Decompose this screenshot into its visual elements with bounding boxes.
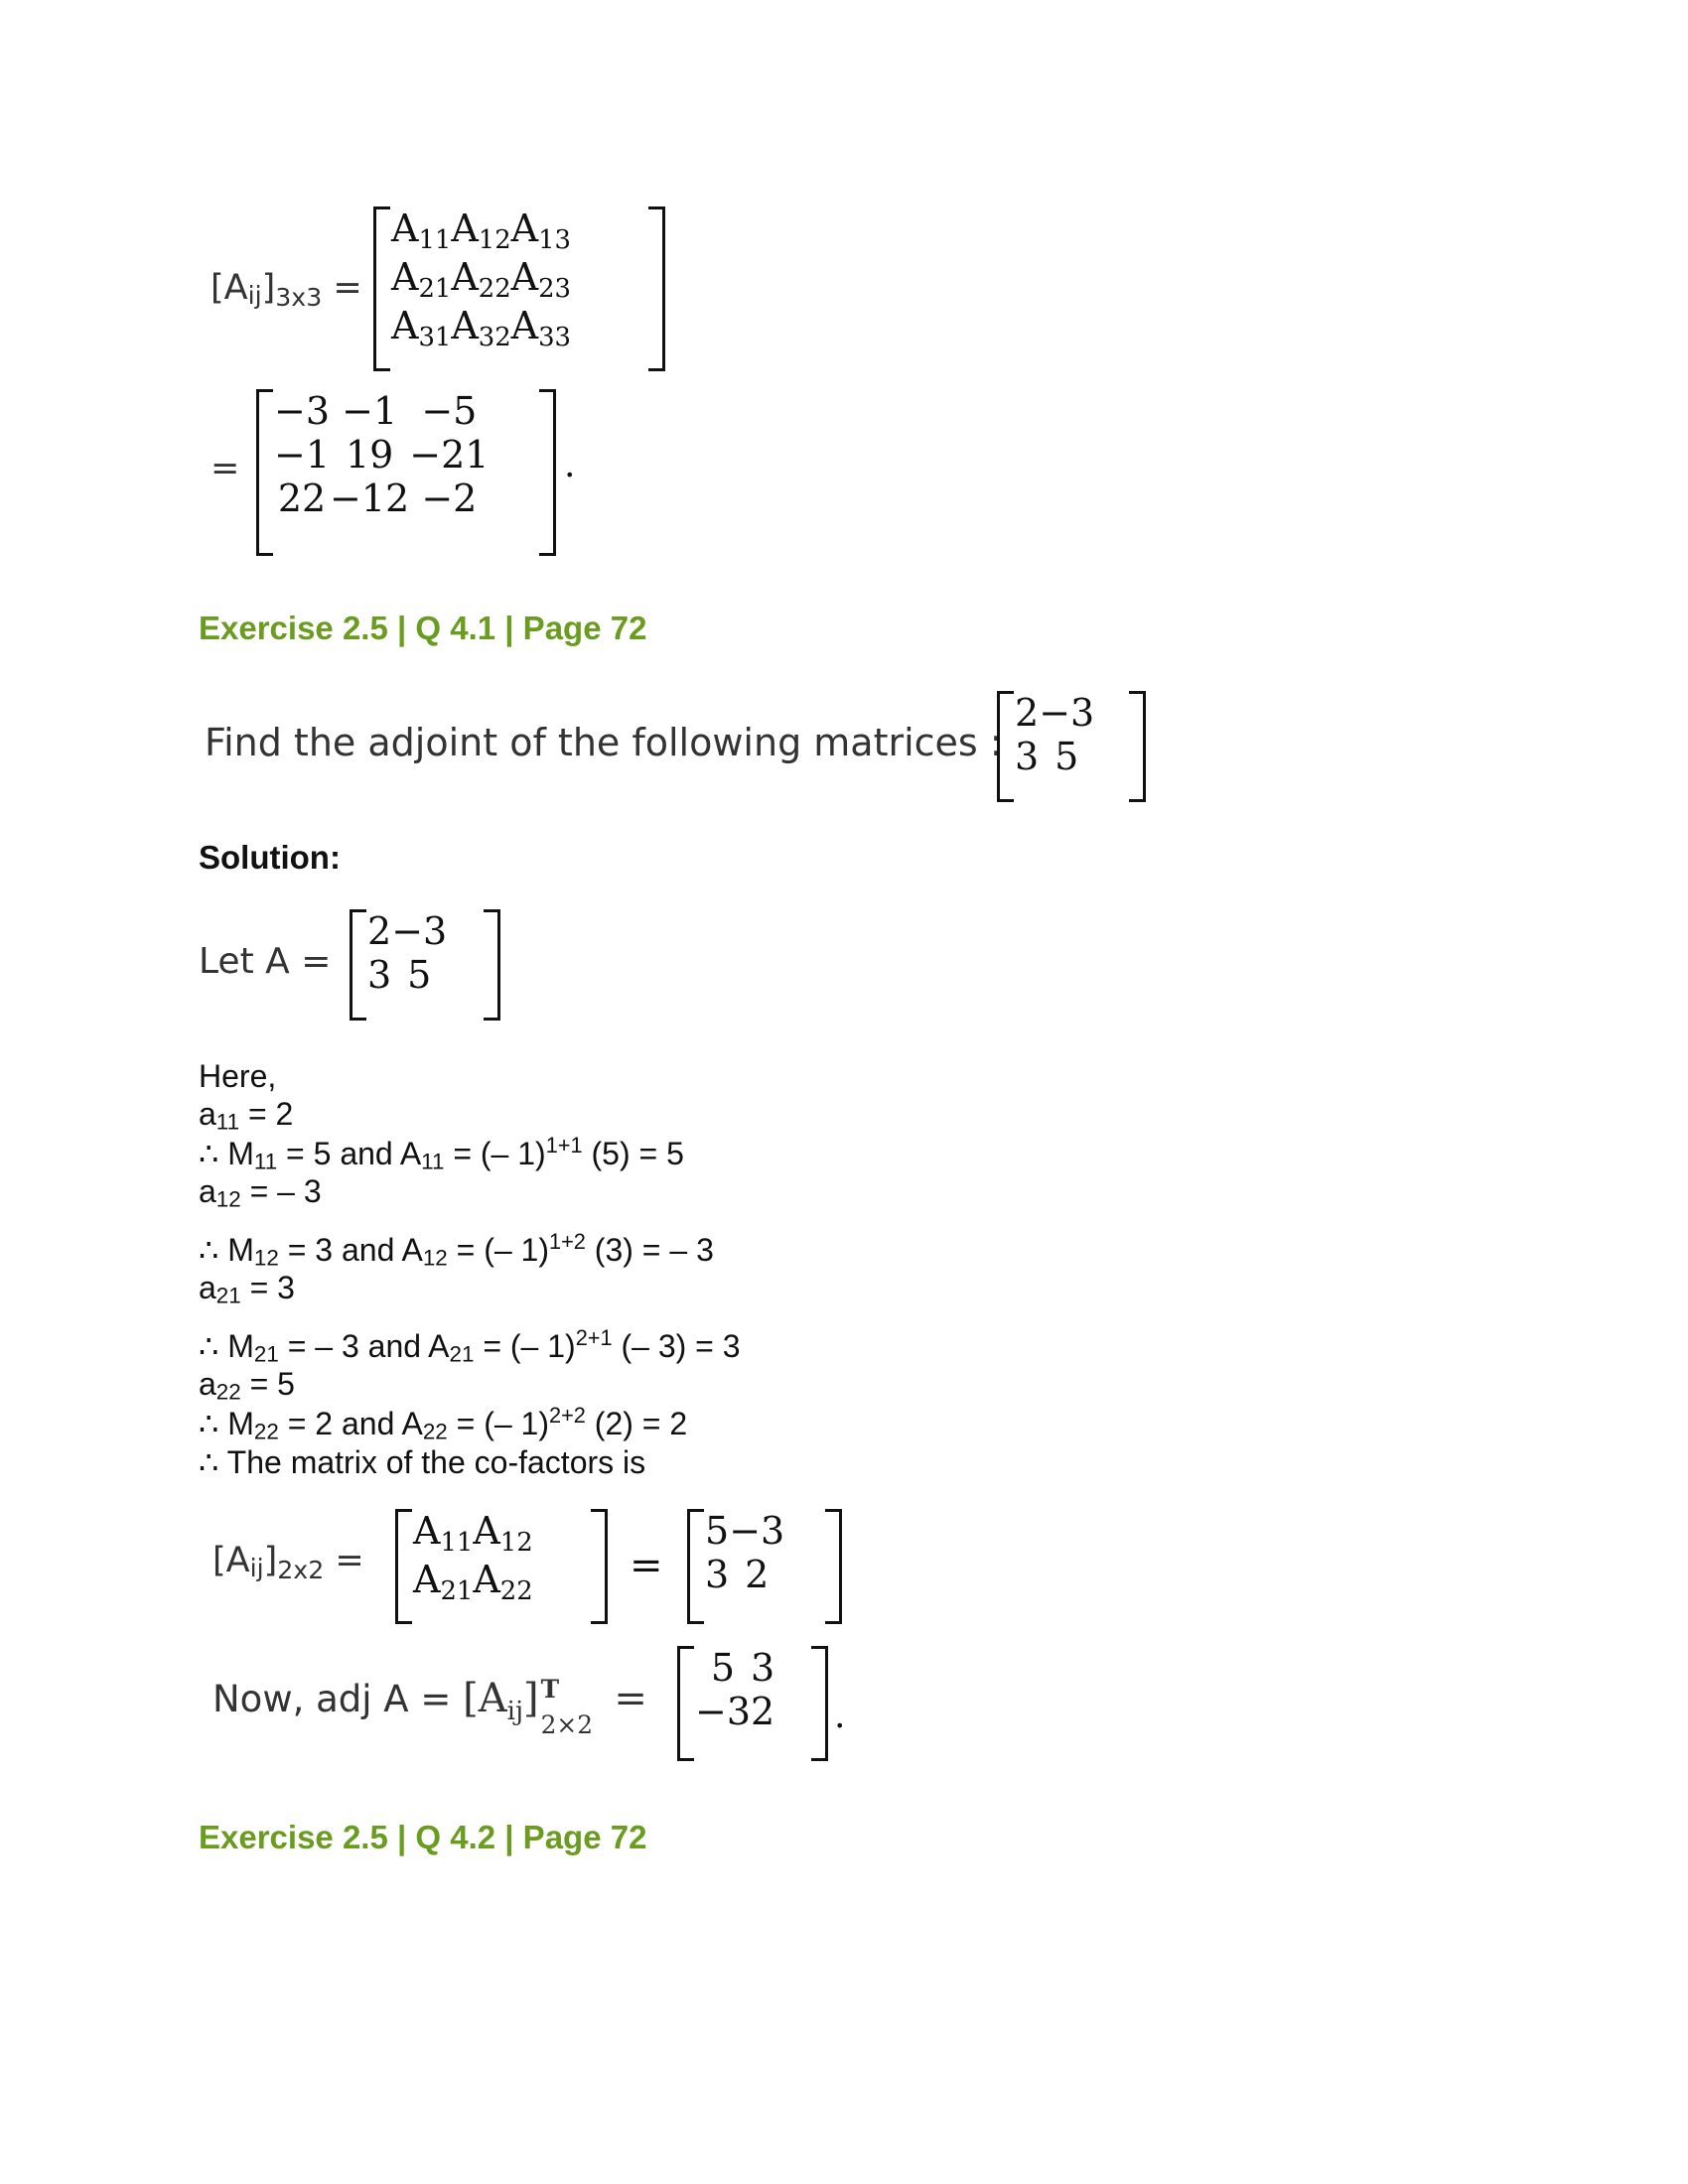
m12-line: ∴ $M_{12} = 3$ and $A_{12}$ = (– 1)$^{1+2}$ (3) = – 3 bbox=[199, 1229, 714, 1271]
cell-r1c3: −5 bbox=[421, 389, 478, 433]
solution-label: Solution: bbox=[199, 839, 341, 876]
cell-A11: $A_{11}$ bbox=[391, 206, 452, 256]
let-a-text: Let A = bbox=[199, 941, 332, 982]
question-text: Find the adjoint of the following matrices : bbox=[205, 721, 1003, 764]
cell-A21: $A_{21}$ bbox=[413, 1558, 474, 1607]
adj-matrix-grid bbox=[695, 1646, 774, 1733]
right-bracket bbox=[825, 1509, 842, 1624]
right-bracket bbox=[648, 206, 665, 371]
cell-r2c1: −1 bbox=[274, 433, 331, 477]
cell-r1c2: −3 bbox=[1039, 691, 1095, 735]
cell-r2c1: 3 bbox=[1015, 735, 1040, 778]
right-bracket bbox=[591, 1509, 608, 1624]
here-line: Here, bbox=[199, 1058, 277, 1094]
cell-A22: $A_{22}$ bbox=[473, 1558, 533, 1607]
lhs-order: 3x3 bbox=[275, 283, 323, 313]
let-matrix-grid bbox=[367, 909, 447, 997]
m22-line: ∴ $M_{22} = 2$ and $A_{22}$ = (– 1)$^{2+2}$ (2) = 2 bbox=[199, 1403, 688, 1444]
cofactor-2x2-lhs bbox=[212, 1541, 364, 1584]
numeric-matrix-2x2-grid bbox=[705, 1509, 784, 1596]
right-bracket bbox=[811, 1646, 828, 1761]
cell-r2c2: 5 bbox=[1055, 735, 1079, 778]
lhs-close: ] bbox=[263, 1541, 278, 1580]
lhs-sub: ij bbox=[249, 1553, 264, 1582]
cell-r2c2: 2 bbox=[745, 1553, 770, 1596]
cell-r3c2: −12 bbox=[330, 477, 410, 520]
left-bracket bbox=[395, 1509, 412, 1624]
cell-r3c3: −2 bbox=[421, 477, 478, 520]
left-bracket bbox=[677, 1646, 694, 1761]
equals-sign: = bbox=[333, 268, 362, 308]
lhs-base: [A bbox=[212, 1541, 250, 1580]
cell-r2c2: 19 bbox=[345, 433, 394, 477]
cell-r1c1: 2 bbox=[1015, 691, 1040, 735]
numeric-matrix-3x3-grid bbox=[274, 389, 489, 520]
lhs-sub: ij bbox=[247, 280, 262, 310]
cell-r1c2: −3 bbox=[391, 909, 448, 953]
adj-end-dot: . bbox=[834, 1696, 846, 1736]
cell-A32: $A_{32}$ bbox=[451, 304, 511, 353]
cell-A33: $A_{33}$ bbox=[510, 304, 571, 353]
m21-line: ∴ $M_{21}$ = – 3 and $A_{21}$ = (– 1)$^{2+1}$ (– 3) = 3 bbox=[199, 1325, 741, 1367]
cell-r3c1: 22 bbox=[277, 477, 327, 520]
cofactor-intro-line: ∴ The matrix of the co-factors is bbox=[199, 1444, 646, 1480]
a11-line: $a_{11} = 2$ bbox=[199, 1096, 294, 1135]
cell-A12: $A_{12}$ bbox=[473, 1509, 533, 1559]
cell-r2c3: −21 bbox=[409, 433, 490, 477]
adj-rhs: $[A_{ij}]$ T 2×2 bbox=[463, 1675, 593, 1739]
symbolic-matrix-3x3 bbox=[373, 206, 665, 371]
numeric-matrix-3x3 bbox=[256, 389, 556, 556]
exercise-heading-q41[interactable]: Exercise 2.5 | Q 4.1 | Page 72 bbox=[199, 610, 647, 646]
cell-r2c1: 3 bbox=[367, 953, 392, 997]
cofactor-3x3-lhs bbox=[211, 268, 362, 312]
cell-A12: $A_{12}$ bbox=[451, 206, 511, 256]
cell-r1c2: −1 bbox=[342, 389, 398, 433]
adj-a-line bbox=[212, 1675, 647, 1739]
cell-r1c2: −3 bbox=[729, 1509, 785, 1553]
left-bracket bbox=[997, 691, 1014, 802]
cell-r2c1: 3 bbox=[705, 1553, 730, 1596]
cell-A13: $A_{13}$ bbox=[510, 206, 571, 256]
cell-A23: $A_{23}$ bbox=[510, 255, 571, 305]
a21-line: $a_{21} = 3$ bbox=[199, 1270, 295, 1308]
cell-A21: $A_{21}$ bbox=[391, 255, 452, 305]
right-bracket bbox=[484, 909, 500, 1021]
left-bracket bbox=[350, 909, 366, 1021]
right-bracket bbox=[539, 389, 556, 556]
cell-r1c2: 3 bbox=[751, 1646, 775, 1690]
cell-r1c1: 5 bbox=[710, 1646, 736, 1690]
adj-matrix bbox=[677, 1646, 828, 1761]
equals-sign-2: = bbox=[211, 449, 240, 488]
exercise-heading-q42[interactable]: Exercise 2.5 | Q 4.2 | Page 72 bbox=[199, 1819, 647, 1855]
symbolic-matrix-2x2 bbox=[395, 1509, 608, 1624]
cell-A22: $A_{22}$ bbox=[451, 255, 511, 305]
cell-r1c1: −3 bbox=[274, 389, 331, 433]
cell-A11: $A_{11}$ bbox=[413, 1509, 474, 1559]
end-dot: . bbox=[564, 445, 576, 485]
equals-sign-3: = bbox=[630, 1543, 663, 1588]
right-bracket bbox=[1129, 691, 1146, 802]
symbolic-matrix-2x2-grid bbox=[413, 1509, 533, 1606]
cell-r2c1: −3 bbox=[695, 1690, 752, 1733]
left-bracket bbox=[373, 206, 390, 371]
numeric-matrix-2x2 bbox=[687, 1509, 842, 1624]
cell-r2c2: 5 bbox=[407, 953, 432, 997]
question-matrix-grid bbox=[1015, 691, 1094, 778]
equals-sign: = bbox=[614, 1676, 647, 1721]
let-matrix bbox=[350, 909, 500, 1021]
lhs-close: ] bbox=[261, 268, 276, 308]
equals-sign: = bbox=[335, 1541, 364, 1580]
cell-r1c1: 2 bbox=[367, 909, 392, 953]
cell-r2c2: 2 bbox=[751, 1690, 775, 1733]
lhs-order: 2x2 bbox=[277, 1556, 325, 1585]
adj-text: Now, adj A = bbox=[212, 1678, 452, 1720]
cell-r1c1: 5 bbox=[705, 1509, 730, 1553]
a22-line: $a_{22} = 5$ bbox=[199, 1366, 295, 1405]
question-matrix bbox=[997, 691, 1146, 802]
cell-A31: $A_{31}$ bbox=[391, 304, 452, 353]
symbolic-matrix-3x3-grid bbox=[391, 206, 571, 353]
left-bracket bbox=[256, 389, 273, 556]
lhs-base: [A bbox=[211, 268, 248, 308]
a12-line: $a_{12}$ = – 3 bbox=[199, 1173, 322, 1212]
m11-line: ∴ $M_{11} = 5$ and $A_{11}$ = (– 1)$^{1+1}$ (5) = 5 bbox=[199, 1133, 684, 1174]
left-bracket bbox=[687, 1509, 704, 1624]
